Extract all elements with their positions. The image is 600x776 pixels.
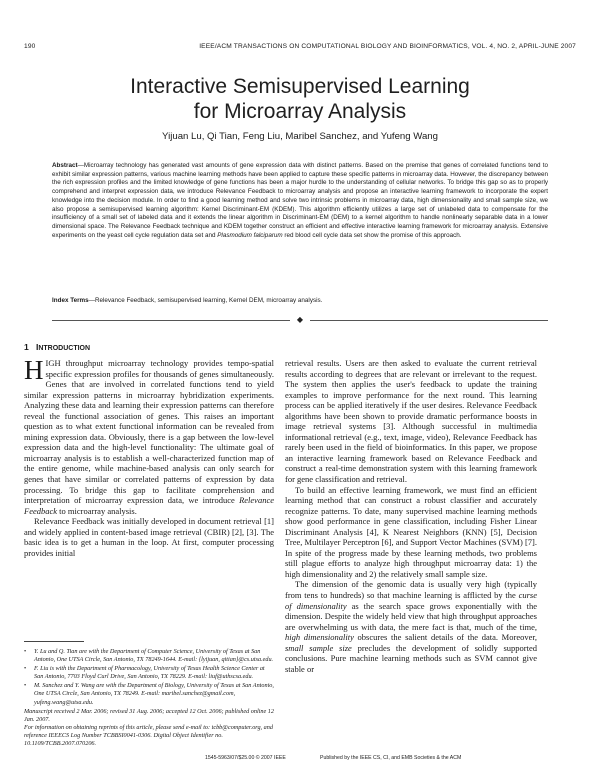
divider-line-left [52, 320, 290, 321]
title-line-2: for Microarray Analysis [193, 100, 407, 123]
bullet-icon: • [24, 682, 27, 690]
bullet-icon: • [24, 665, 27, 673]
footer-issn: 1545-5963/07/$25.00 © 2007 IEEE [205, 755, 286, 761]
section-heading [24, 342, 90, 352]
p3-italic-2: high dimensionality [285, 632, 354, 643]
section-number: 1 [24, 342, 29, 352]
journal-running-title: IEEE/ACM TRANSACTIONS ON COMPUTATIONAL BIOLOGY AND BIOINFORMATICS, VOL. 4, NO. 2, APRIL-JUNE 2007 [199, 43, 576, 50]
intro-tail: to microarray analysis. [57, 505, 137, 516]
bullet-icon: • [24, 648, 27, 655]
author-list: Yijuan Lu, Qi Tian, Feng Liu, Maribel Sanchez, and Yufeng Wang [162, 131, 438, 142]
index-terms [52, 297, 548, 304]
footnote-reprints: For information on obtaining reprints of this article, please send e-mail to: tcbb@computer.org, and reference IEEECS Log Number TCBBSI0041-0306. Digital Object Identifier no. 10.1109/TCBB.2007.070206. [24, 723, 273, 748]
diamond-icon: ◆ [296, 315, 304, 324]
footnote-received: Manuscript received 2 Mar. 2006; revised 31 Aug. 2006; accepted 12 Oct. 2006; published online 12 Jan. 2007. [24, 707, 274, 723]
footnotes [24, 648, 274, 748]
intro-paragraph-2: Relevance Feedback was initially developed in document retrieval [1] and widely applied in content-based image retrieval (CBIR) [2], [3]. The basic idea is to get a human in the loop. At first, computer processing provides initial [24, 516, 274, 558]
intro-text: throughput microarray technology provides tempo-spatial specific expression profiles for thousands of genes simultaneously. Genes that are involved in correlated functions tend to yield similar expression patterns in microarray hybridization experiments. Analyzing these data and learning their expression patterns can therefore reveal the functional association of genes. This raises an important question as to what extent functional information can be revealed from mining expression data. Obviously, there is a gap between the low-level expression data and the high-level functionality: The ultimate goal of microarray analysis is to establish a well-characterized function map of the entire genome, while machine-based analysis can only search for genes that have similar or correlated patterns of expression by data processing. To bridge this gap to facilitate comprehension and interpretation of microarray expression data, we introduce [24, 358, 274, 506]
p3-text-b: as the search space grows exponentially with the dimension. Despite the widely held view that high throughput approaches are overwhelming us with data, the mere fact is that, much of the time, [285, 600, 537, 632]
footnote-affiliation-1 [24, 648, 274, 664]
running-header [24, 43, 576, 55]
column-right [285, 358, 537, 674]
index-terms-label: Index Terms [52, 297, 89, 304]
paper-title [40, 74, 560, 124]
section-title-initial: I [35, 342, 39, 352]
footnote-text-1: Y. Lu and Q. Tian are with the Department of Computer Science, University of Texas at San Antonio, One UTSA Circle, San Antonio, TX 78249-1644. E-mail: {lyijuan, qitian}@cs.utsa.edu. [34, 648, 274, 664]
page-number: 190 [24, 43, 36, 50]
intro-italic-term: Relevance Feedback [24, 495, 274, 516]
p3-text-a: The dimension of the genomic data is usually very high (typically from tens to hundreds) so that machine learning is afflicted by the [285, 579, 537, 601]
footnote-rule [24, 641, 84, 642]
section-title-rest: NTRODUCTION [38, 345, 91, 352]
p3-italic-1: curse of dimensionality [285, 590, 537, 611]
drop-cap: H [24, 355, 44, 385]
footnote-affiliation-2 [24, 665, 274, 681]
abstract-tail: red blood cell cycle data set show the promise of this approach. [282, 231, 462, 239]
p3-text-d: precludes the development of solidly supported conclusions. Pure machine learning methods such as SVM cannot give stable or [285, 642, 538, 674]
column-left [24, 355, 274, 558]
abstract-label: Abstract [52, 162, 78, 169]
abstract-text: —Microarray technology has generated vast amounts of gene expression data with distinct patterns. Based on the premise that genes of correlated functions tend to exhibit similar expression patterns, various machine learning methods have been applied to capture these specific patterns in microarray data. However, the discrepancy between the rich expression profiles and the limited knowledge of gene functions has been a major hurdle to the understanding of cellular networks. To bridge this gap so as to properly comprehend and interpret expression data, we introduce Relevance Feedback to microarray analysis and propose an interactive learning framework to incorporate the expert knowledge into the decision module. In order to find a good learning method and solve two intrinsic problems in microarray data, high dimensionality and small sample size, we also propose a semisupervised learning algorithm: Kernel Discriminant-EM (KDEM). This algorithm efficiently utilizes a large set of unlabeled data to compensate for the insufficiency of a small set of labeled data and it extends the linear algorithm in Discriminant-EM (DEM) to a kernel algorithm to handle nonlinearly separable data in a lower dimensional space. The Relevance Feedback technique and KDEM together construct an efficient and effective interactive learning framework for microarray analysis. Extensive experiments on the yeast cell cycle regulation data set and [52, 162, 548, 239]
p3-text-c: obscures the salient details of the data. Moreover, [353, 632, 537, 643]
abstract-italic: Plasmodium falciparum [217, 231, 283, 239]
footnote-text-2: F. Liu is with the Department of Pharmacology, University of Texas Health Science Center at San Antonio, 7703 Floyd Curl Drive, San Antonio, TX 78229. E-mail: liuf@uthscsa.edu. [34, 665, 265, 681]
intro-paragraph-1 [24, 355, 274, 516]
col2-paragraph-2: To build an effective learning framework, we must find an efficient learning method that can construct a robust classifier and accurately recognize patterns. To date, many supervised machine learning methods show good performance in gene classification, including Fisher Linear Discriminant Analysis [4], K Nearest Neighbors (KNN) [5], Decision Tree, Multilayer Perceptron [6], and Support Vector Machines (SVM) [7]. In spite of the progress made by these learning methods, two problems still plague efforts to analyze high throughput microarray data: 1) the high dimensionality and 2) the relatively small sample size. [285, 484, 537, 579]
p3-italic-3: small sample size [285, 642, 352, 653]
footnote-text-3: M. Sanchez and Y. Wang are with the Department of Biology, University of Texas at San Antonio, One UTSA Circle, San Antonio, TX 78249. E-mail: maribel.sanchez@gmail.com, yufeng.wang@utsa.edu. [34, 682, 274, 706]
footnote-affiliation-3 [24, 682, 274, 706]
col2-paragraph-3 [285, 579, 537, 674]
abstract [52, 162, 548, 240]
title-line-1: Interactive Semisupervised Learning [130, 75, 470, 98]
col2-paragraph-1: retrieval results. Users are then asked to evaluate the current retrieval results according to degrees that are relevant or irrelevant to the request. The system then applies the user's feedback to update the training examples to improve performance for the next round. This learning process can be applied iteratively if the user desires. Relevance Feedback algorithms have been shown to provide dramatic performance boosts in image retrieval systems [3]. Although successful in multimedia informational retrieval (e.g., text, image, video), Relevance Feedback has rarely been used in the field of bioinformatics. In this paper, we propose an interactive learning framework based on Relevance Feedback and construct a real-time demonstration system with this learning framework for gene classification and retrieval. [285, 358, 537, 485]
page-footer [0, 755, 600, 765]
index-terms-text: —Relevance Feedback, semisupervised learning, Kernel DEM, microarray analysis. [88, 297, 323, 304]
divider-line-right [310, 320, 548, 321]
intro-lead-word: IGH [45, 358, 61, 368]
section-divider [52, 316, 548, 325]
footer-publisher: Published by the IEEE CS, CI, and EMB Societies & the ACM [320, 755, 462, 761]
